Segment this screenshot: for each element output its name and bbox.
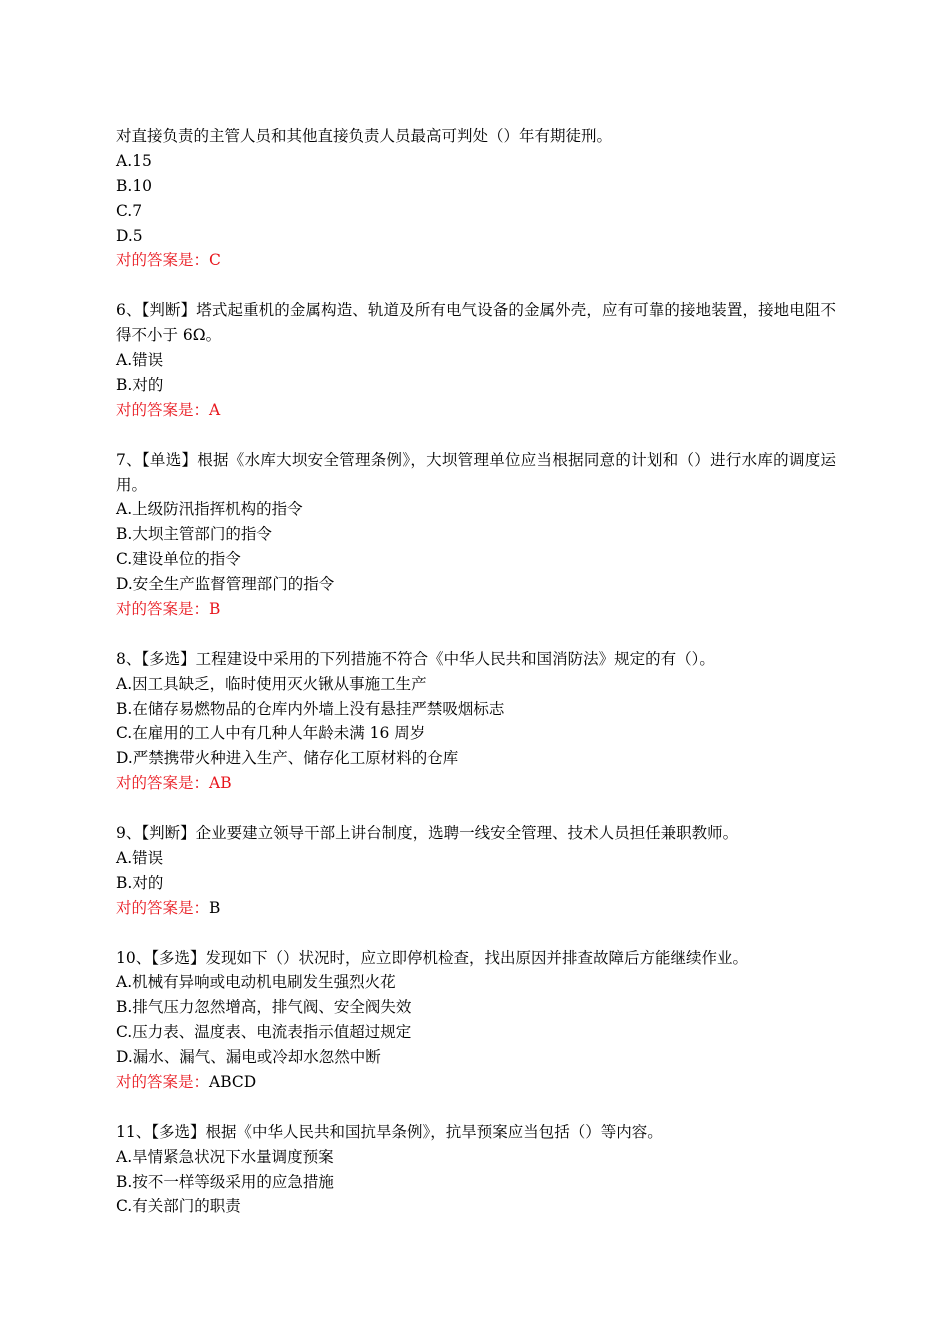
question-block — [116, 1120, 836, 1220]
question-block — [116, 821, 836, 945]
option-item: B.对的 — [116, 375, 164, 394]
block-spacer — [116, 273, 836, 298]
option-item: D.安全生产监督管理部门的指令 — [116, 575, 335, 594]
answer-line — [116, 398, 836, 423]
answer-value: ABCD — [209, 1072, 257, 1091]
answer-label: 对的答案是： — [116, 251, 210, 270]
option-item: C.7 — [116, 201, 143, 220]
question-block — [116, 298, 836, 447]
option-item: B.大坝主管部门的指令 — [116, 525, 272, 544]
answer-line — [116, 771, 836, 796]
block-spacer — [116, 423, 836, 448]
answer-line — [116, 248, 836, 273]
answer-value: AB — [209, 774, 232, 793]
answer-label: 对的答案是： — [116, 1072, 210, 1091]
option-item: D.严禁携带火种进入生产、储存化工原材料的仓库 — [116, 749, 459, 768]
block-spacer — [116, 921, 836, 946]
option-item: A.机械有异响或电动机电刷发生强烈火花 — [116, 973, 396, 992]
option-item: B.在储存易燃物品的仓库内外墙上没有悬挂严禁吸烟标志 — [116, 699, 505, 718]
question-text: 8、【多选】工程建设中采用的下列措施不符合《中华人民共和国消防法》规定的有（）。 — [116, 649, 715, 668]
option-item: C.压力表、温度表、电流表指示值超过规定 — [116, 1023, 412, 1042]
question-text: 对直接负责的主管人员和其他直接负责人员最高可判处（）年有期徒刑。 — [116, 127, 613, 145]
option-item: A.因工具缺乏，临时使用灭火锹从事施工生产 — [116, 674, 427, 693]
question-text: 11、【多选】根据《中华人民共和国抗旱条例》，抗旱预案应当包括（）等内容。 — [116, 1122, 663, 1141]
option-item: A.错误 — [116, 351, 164, 370]
answer-line — [116, 896, 836, 921]
option-item: C.建设单位的指令 — [116, 550, 241, 569]
option-item: C.在雇用的工人中有几种人年龄未满 16 周岁 — [116, 724, 426, 743]
option-item: C.有关部门的职责 — [116, 1197, 241, 1216]
answer-value: B — [209, 600, 221, 618]
answer-line — [116, 597, 836, 622]
option-item: B.排气压力忽然增高，排气阀、安全阀失效 — [116, 998, 412, 1017]
answer-value: B — [209, 898, 221, 917]
option-item: A.上级防汛指挥机构的指令 — [116, 500, 303, 519]
answer-label: 对的答案是： — [116, 400, 210, 419]
answer-label: 对的答案是： — [116, 774, 210, 793]
option-item: B.10 — [116, 176, 153, 195]
question-text: 6、【判断】塔式起重机的金属构造、轨道及所有电气设备的金属外壳，应有可靠的接地装置，接地电阻不得不小于 6Ω。 — [116, 301, 836, 345]
option-item: A.15 — [116, 151, 152, 170]
question-block — [116, 124, 836, 298]
question-text: 7、【单选】根据《水库大坝安全管理条例》，大坝管理单位应当根据同意的计划和（）进行水库的调度运用。 — [116, 450, 836, 494]
question-text: 9、【判断】企业要建立领导干部上讲台制度，选聘一线安全管理、技术人员担任兼职教师。 — [116, 824, 739, 843]
answer-value: C — [209, 251, 221, 270]
question-block — [116, 647, 836, 821]
answer-label: 对的答案是： — [116, 600, 210, 618]
question-text: 10、【多选】发现如下（）状况时，应立即停机检查，找出原因并排查故障后方能继续作业。 — [116, 948, 748, 967]
document-page — [116, 124, 836, 1219]
option-item: D.5 — [116, 226, 143, 245]
option-item: B.对的 — [116, 873, 164, 892]
option-item: A.旱情紧急状况下水量调度预案 — [116, 1147, 334, 1166]
block-spacer — [116, 1095, 836, 1120]
option-item: D.漏水、漏气、漏电或冷却水忽然中断 — [116, 1048, 381, 1067]
answer-line — [116, 1070, 836, 1095]
question-block — [116, 448, 836, 647]
option-item: B.按不一样等级采用的应急措施 — [116, 1172, 334, 1191]
block-spacer — [116, 796, 836, 821]
block-spacer — [116, 622, 836, 647]
answer-value: A — [209, 400, 221, 419]
answer-label: 对的答案是： — [116, 898, 210, 917]
question-block — [116, 946, 836, 1120]
option-item: A.错误 — [116, 848, 164, 867]
